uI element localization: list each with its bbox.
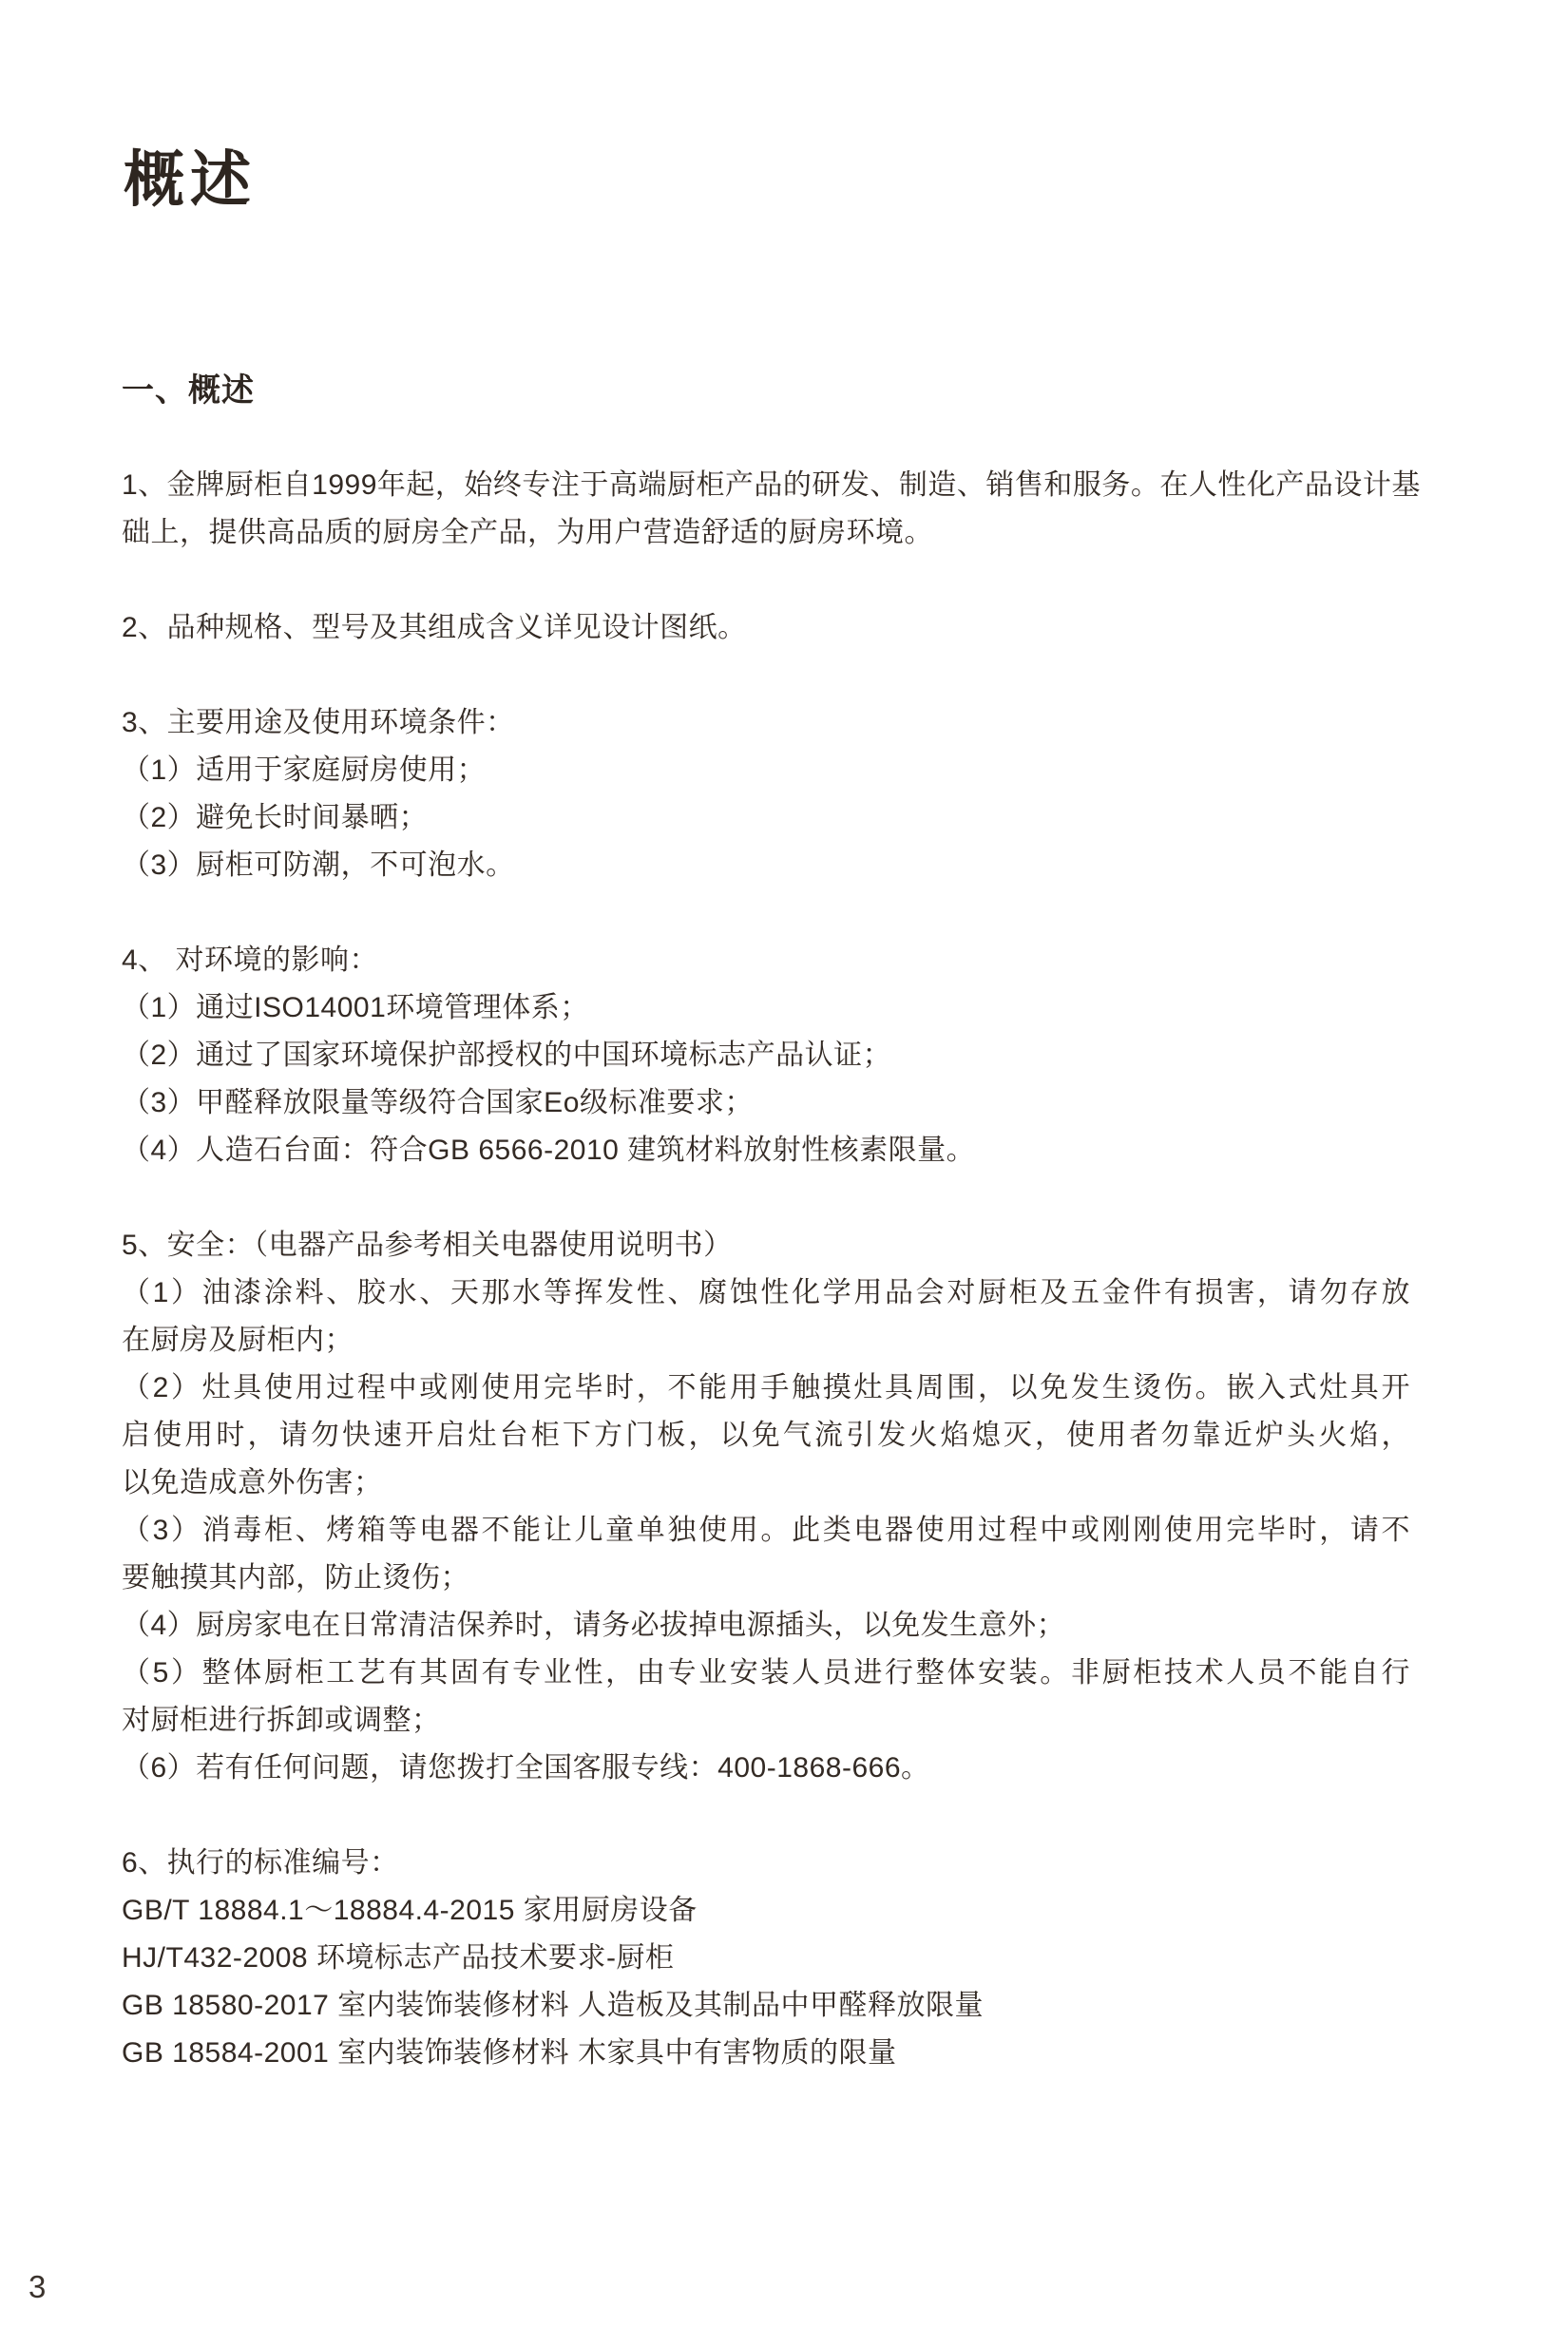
section-heading: 一、概述 <box>122 372 255 409</box>
standard-4-text: GB 18584-2001 室内装饰装修材料 木家具中有害物质的限量 <box>122 2037 897 2069</box>
item-4-sub-1-line: （1）通过ISO14001环境管理体系； <box>122 992 589 1023</box>
item-5-sub-4-line: （4）厨房家电在日常清洁保养时，请务必拔掉电源插头，以免发生意外； <box>122 1610 1066 1641</box>
standard-line-2 <box>122 1935 1410 1982</box>
item-1-line-2: 础上，提供高品质的厨房全产品，为用户营造舒适的厨房环境。 <box>122 517 933 548</box>
item-3-sub-2-line: （2）避免长时间暴晒； <box>122 802 429 833</box>
item-5-sub-1-line-2: 在厨房及厨柜内； <box>122 1325 354 1356</box>
standard-line-1 <box>122 1887 1410 1935</box>
page-content <box>122 0 1421 2077</box>
item-1-line-1: 1、金牌厨柜自1999年起，始终专注于高端厨柜产品的研发、制造、销售和服务。在人性化产品设计基 <box>122 469 1421 501</box>
item-3-heading: 3、主要用途及使用环境条件： <box>122 707 515 738</box>
standard-line-3 <box>122 1982 1410 2030</box>
item-5-sub-5 <box>122 1650 1410 1745</box>
item-5-sub-3 <box>122 1507 1410 1602</box>
item-5-sub-6 <box>122 1745 1410 1792</box>
standard-line-4 <box>122 2030 1410 2077</box>
item-6-heading: 6、执行的标准编号： <box>122 1847 399 1879</box>
item-4-sub-2 <box>122 1032 1410 1079</box>
item-5-heading: 5、安全：（电器产品参考相关电器使用说明书） <box>122 1230 733 1261</box>
standard-1-text: GB/T 18884.1～18884.4-2015 家用厨房设备 <box>122 1895 698 1926</box>
standard-3-text: GB 18580-2017 室内装饰装修材料 人造板及其制品中甲醛释放限量 <box>122 1990 985 2021</box>
item-5-sub-2-line-1: （2）灶具使用过程中或刚使用完毕时，不能用手触摸灶具周围，以免发生烫伤。嵌入式灶具开 <box>122 1372 1410 1403</box>
item-4-sub-2-line: （2）通过了国家环境保护部授权的中国环境标志产品认证； <box>122 1040 892 1071</box>
item-4-sub-3 <box>122 1079 1410 1127</box>
item-5-sub-1 <box>122 1269 1410 1364</box>
standard-2-text: HJ/T432-2008 环境标志产品技术要求-厨柜 <box>122 1942 675 1974</box>
item-2-line-1: 2、品种规格、型号及其组成含义详见设计图纸。 <box>122 612 747 643</box>
item-5-sub-5-line-1: （5）整体厨柜工艺有其固有专业性，由专业安装人员进行整体安装。非厨柜技术人员不能自行 <box>122 1657 1410 1689</box>
item-5-sub-3-line-2: 要触摸其内部，防止烫伤； <box>122 1562 469 1593</box>
item-4-sub-1 <box>122 984 1410 1032</box>
page-number: 3 <box>29 2269 47 2304</box>
item-3-sub-1 <box>122 747 1410 794</box>
item-5-sub-2-line-2: 启使用时，请勿快速开启灶台柜下方门板，以免气流引发火焰熄灭，使用者勿靠近炉头火焰， <box>122 1420 1410 1451</box>
item-3-sub-3-line: （3）厨柜可防潮，不可泡水。 <box>122 849 515 881</box>
item-5-sub-6-line: （6）若有任何问题，请您拨打全国客服专线：400-1868-666。 <box>122 1752 930 1784</box>
item-3-sub-2 <box>122 794 1410 842</box>
item-5 <box>122 1222 1410 1269</box>
item-1 <box>122 462 1421 557</box>
item-5-sub-2 <box>122 1364 1410 1507</box>
item-5-sub-1-line-1: （1）油漆涂料、胶水、天那水等挥发性、腐蚀性化学用品会对厨柜及五金件有损害，请勿存放 <box>122 1277 1410 1308</box>
item-2 <box>122 604 1410 652</box>
item-6 <box>122 1840 1410 1887</box>
item-4-sub-4 <box>122 1127 1410 1174</box>
item-4 <box>122 937 1410 984</box>
item-5-sub-3-line-1: （3）消毒柜、烤箱等电器不能让儿童单独使用。此类电器使用过程中或刚刚使用完毕时，请不 <box>122 1515 1410 1546</box>
item-5-sub-4 <box>122 1602 1410 1650</box>
item-4-sub-4-line: （4）人造石台面：符合GB 6566-2010 建筑材料放射性核素限量。 <box>122 1135 976 1166</box>
item-3 <box>122 699 1410 747</box>
item-5-sub-5-line-2: 对厨柜进行拆卸或调整； <box>122 1705 441 1736</box>
item-3-sub-3 <box>122 842 1410 889</box>
item-3-sub-1-line: （1）适用于家庭厨房使用； <box>122 754 487 786</box>
item-5-sub-2-line-3: 以免造成意外伤害； <box>122 1467 383 1498</box>
item-4-heading: 4、 对环境的影响： <box>122 945 379 976</box>
item-4-sub-3-line: （3）甲醛释放限量等级符合国家Eo级标准要求； <box>122 1087 754 1118</box>
page-title: 概述 <box>124 145 257 214</box>
